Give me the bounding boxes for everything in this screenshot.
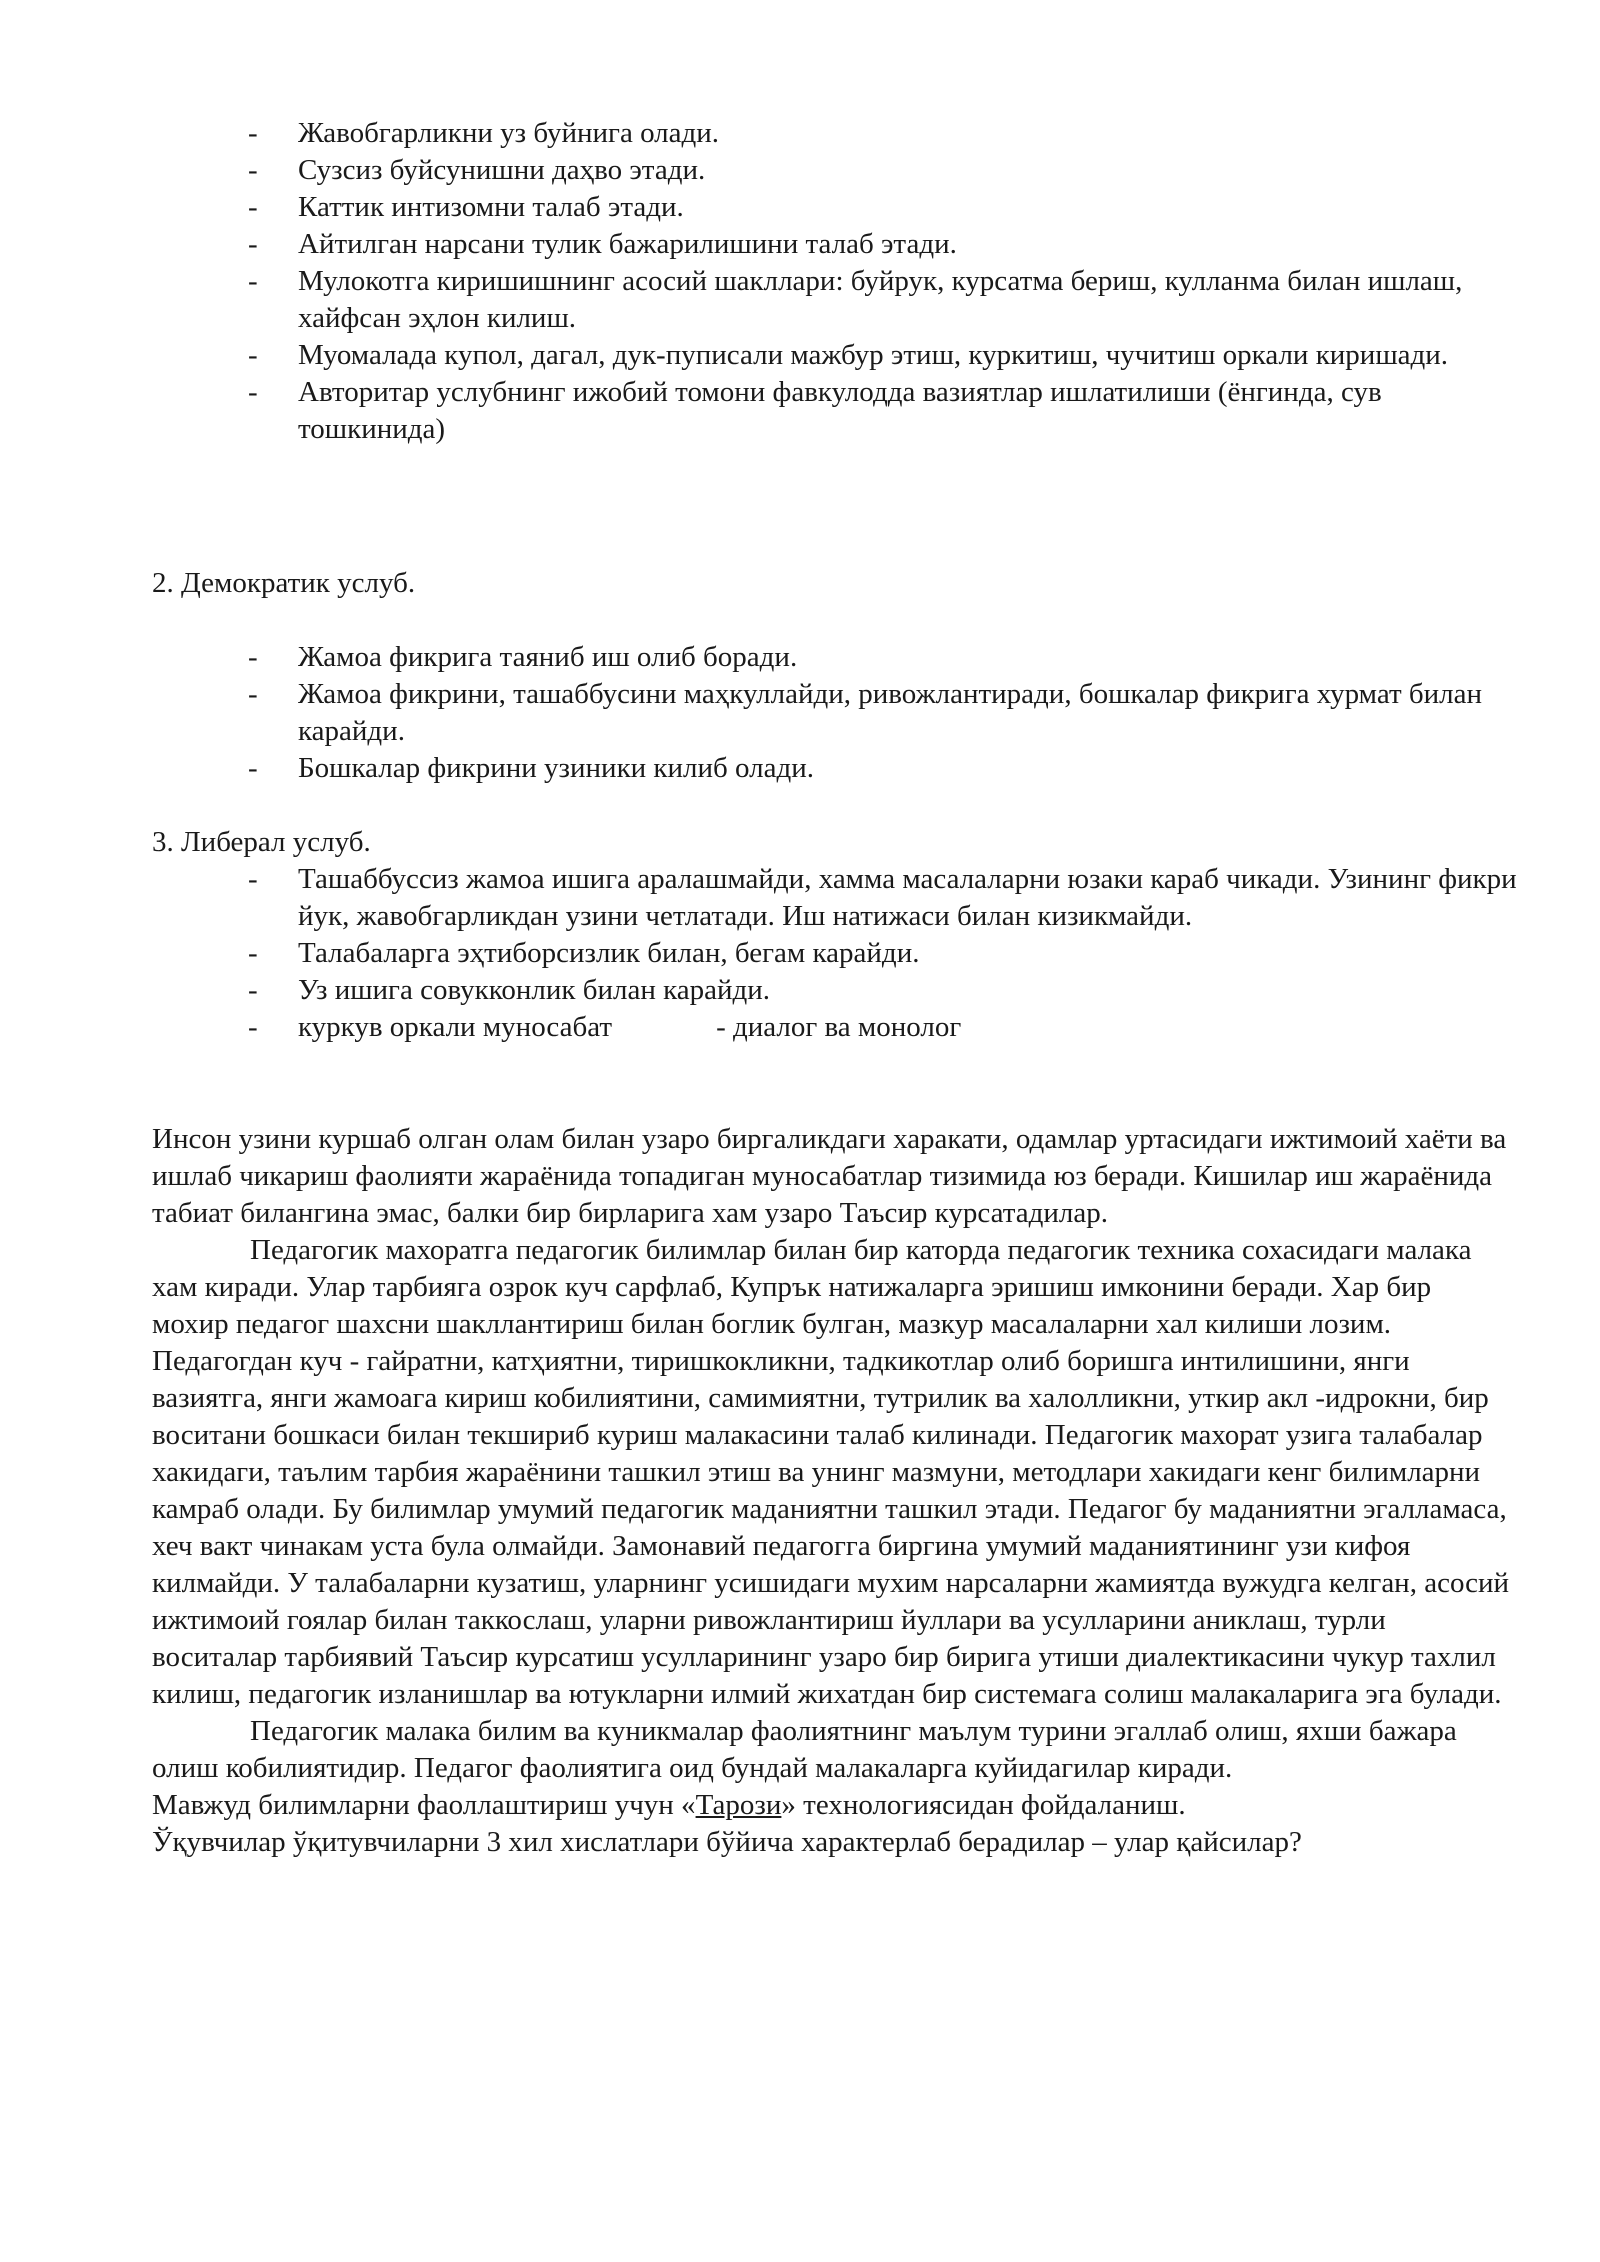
list-item (0, 189, 1518, 226)
list-item-text: Айтилган нарсани тулик бажарилишини талаб этади. (298, 228, 957, 260)
paragraph: Инсон узини куршаб олган олам билан узаро биргаликдаги харакати, одамлар уртасидаги ижтимоий хаёти ва ишлаб чикариш фаолияти жараёнида топадиган муносабатлар тизимида юз беради. Кишилар иш жараёнида табиат билангина эмас, балки бир бирларига хам узаро Таъсир курсатадилар. (152, 1123, 1507, 1229)
list-item-text: Муомалада купол, дагал, дук-пуписали мажбур этиш, куркитиш, чучитиш оркали киришади. (298, 339, 1449, 371)
list-item-text: Жавобгарликни уз буйнига олади. (298, 117, 720, 149)
paragraph-text: » технологиясидан фойдаланиш. (781, 1789, 1186, 1821)
list-dash: - (248, 117, 258, 149)
list-dash: - (248, 752, 258, 784)
liberal-heading: 3. Либерал услуб. (152, 826, 371, 858)
list-item-text: Уз ишига совукконлик билан карайди. (298, 974, 771, 1006)
paragraph: Педагогик малака билим ва куникмалар фаолиятнинг маълум турини эгаллаб олиш, яхши бажара олиш кобилиятидир. Педагог фаолиятига оид бундай малакаларга куйидагилар киради. (152, 1715, 1457, 1784)
list-item-text: Сузсиз буйсунишни даҳво этади. (298, 154, 706, 186)
list-item (0, 1009, 1518, 1046)
authoritarian-list (0, 115, 1600, 448)
list-item-text: Талабаларга эҳтиборсизлик билан, бегам карайди. (298, 937, 920, 969)
list-dash: - (248, 265, 258, 297)
list-item (0, 676, 1518, 750)
list-item-text-right: - диалог ва монолог (716, 1011, 962, 1043)
list-dash: - (248, 228, 258, 260)
list-item (0, 972, 1518, 1009)
list-item-text: Авторитар услубнинг ижобий томони фавкулодда вазиятлар ишлатилиши (ёнгинда, сув тошкинида) (298, 376, 1382, 445)
list-item (0, 639, 1518, 676)
list-dash: - (248, 678, 258, 710)
body-text (152, 1121, 1512, 1861)
list-item-text: куркув оркали муносабат (298, 1011, 613, 1043)
liberal-list (0, 861, 1600, 1046)
list-item (0, 337, 1518, 374)
list-dash: - (248, 863, 258, 895)
paragraph: Педагогик махоратга педагогик билимлар билан бир каторда педагогик техника сохасидаги малака хам киради. Улар тарбияга озрок куч сарфлаб, Купрък натижаларга эришиш имконини беради. Хар бир мохир педагог шахсни шакллантириш билан боглик булган, мазкур масалаларни хал килиши лозим. Педагогдан куч - гайратни, катҳиятни, тиришкокликни, тадкикотлар олиб боришга интилишини, янги вазиятга, янги жамоага кириш кобилиятини, самимиятни, тутрилик ва халолликни, уткир акл -идрокни, бир воситани бошкаси билан текшириб куриш малакасини талаб килинади. Педагогик махорат узига талабалар хакидаги, таълим тарбия жараёнини ташкил этиш ва унинг мазмуни, методлари хакидаги кенг билимларни камраб олади. Бу билимлар умумий педагогик маданиятни ташкил этади. Педагог бу маданиятни эгалламаса, хеч вакт чинакам уста була олмайди. Замонавий педагогга биргина умумий маданиятининг узи кифоя килмайди. У талабаларни кузатиш, уларнинг усишидаги мухим нарсаларни жамиятда вужудга келган, асосий ижтимоий гоялар билан таккослаш, уларни ривожлантириш йуллари ва усулларини аниклаш, турли воситалар тарбиявий Таъсир курсатиш усулларининг узаро бир бирига утиши диалектикасини чукур тахлил килиш, педагогик изланишлар ва ютукларни илмий жихатдан бир системага солиш малакаларига эга булади. (152, 1234, 1510, 1710)
list-item (0, 861, 1518, 935)
list-item (0, 226, 1518, 263)
list-dash: - (248, 1011, 258, 1043)
paragraph: Ўқувчилар ўқитувчиларни 3 хил хислатлари бўйича характерлаб берадилар – улар қайсилар? (152, 1826, 1302, 1858)
list-dash: - (248, 974, 258, 1006)
list-dash: - (248, 191, 258, 223)
list-item (0, 152, 1518, 189)
list-item (0, 374, 1518, 448)
list-item-text: Жамоа фикрига таяниб иш олиб боради. (298, 641, 798, 673)
list-item (0, 935, 1518, 972)
list-dash: - (248, 339, 258, 371)
paragraph-text: Мавжуд билимларни фаоллаштириш учун « (152, 1789, 696, 1821)
list-item (0, 263, 1518, 337)
paragraph (152, 1787, 1512, 1824)
list-dash: - (248, 154, 258, 186)
list-item-text: Жамоа фикрини, ташаббусини маҳкуллайди, ривожлантиради, бошкалар фикрига хурмат билан карайди. (298, 678, 1483, 747)
list-item-text: Бошкалар фикрини узиники килиб олади. (298, 752, 815, 784)
list-item (0, 115, 1518, 152)
democratic-heading: 2. Демократик услуб. (152, 567, 416, 599)
tarozi-link[interactable]: Тарози (695, 1789, 782, 1821)
list-dash: - (248, 937, 258, 969)
list-dash: - (248, 641, 258, 673)
list-dash: - (248, 376, 258, 408)
list-item-text: Мулокотга киришишнинг асосий шакллари: буйрук, курсатма бериш, кулланма билан ишлаш, хайфсан эҳлон килиш. (298, 265, 1463, 334)
list-item-text: Ташаббуссиз жамоа ишига аралашмайди, хамма масалаларни юзаки караб чикади. Узининг фикри йук, жавобгарликдан узини четлатади. Иш натижаси билан кизикмайди. (298, 863, 1517, 932)
democratic-list (0, 639, 1600, 787)
list-item (0, 750, 1518, 787)
list-item-text: Каттик интизомни талаб этади. (298, 191, 684, 223)
